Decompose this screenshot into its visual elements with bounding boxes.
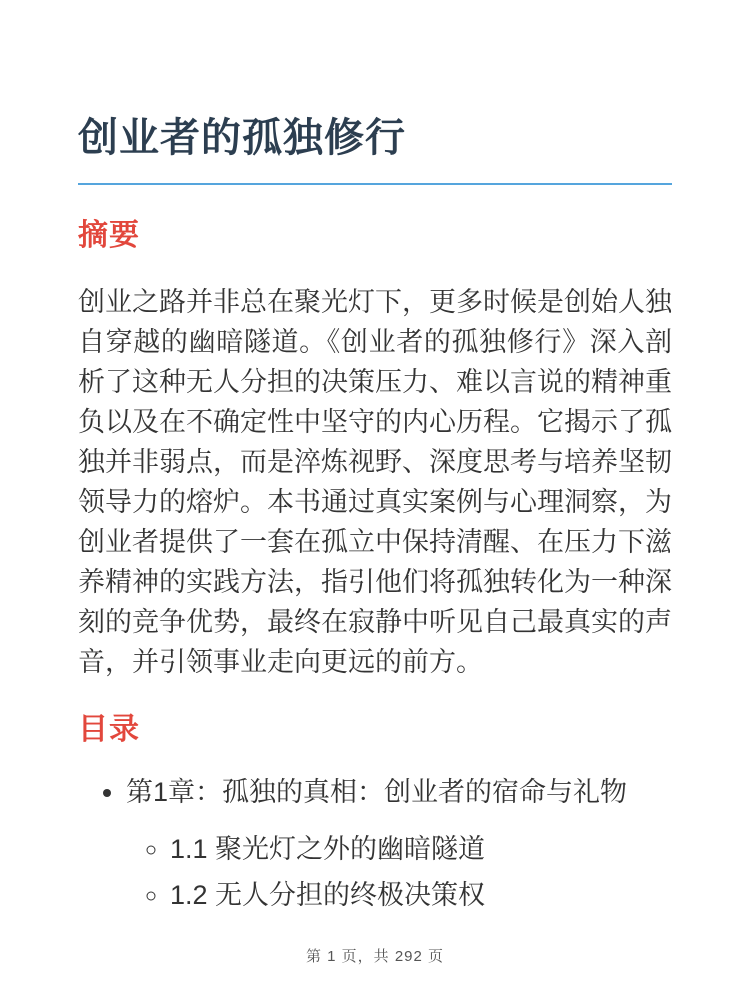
abstract-heading: 摘要 xyxy=(78,219,140,252)
toc-list xyxy=(78,772,672,915)
toc-chapter-label: 第1章：孤独的真相：创业者的宿命与礼物 xyxy=(126,777,628,807)
document-title: 创业者的孤独修行 xyxy=(78,116,406,160)
page-footer xyxy=(0,945,750,966)
title-divider xyxy=(78,183,672,185)
toc-subsection-item: ◦ 1.1 聚光灯之外的幽暗隧道 xyxy=(170,829,672,869)
toc-subsection-item: ◦ 1.2 无人分担的终极决策权 xyxy=(170,875,672,915)
page-indicator: 第 1 页，共 292 页 xyxy=(305,948,445,965)
toc-heading: 目录 xyxy=(78,713,140,746)
abstract-body: 创业之路并非总在聚光灯下，更多时候是创始人独自穿越的幽暗隧道。《创业者的孤独修行》深入剖析了这种无人分担的决策压力、难以言说的精神重负以及在不确定性中坚守的内心历程。它揭示了孤独并非弱点，而是淬炼视野、深度思考与培养坚韧领导力的熔炉。本书通过真实案例与心理洞察，为创业者提供了一套在孤立中保持清醒、在压力下滋养精神的实践方法，指引他们将孤独转化为一种深刻的竞争优势，最终在寂静中听见自己最真实的声音，并引领事业走向更远的前方。 xyxy=(78,287,672,677)
toc-chapter-item xyxy=(126,772,672,915)
toc-subsection-list xyxy=(126,829,672,915)
